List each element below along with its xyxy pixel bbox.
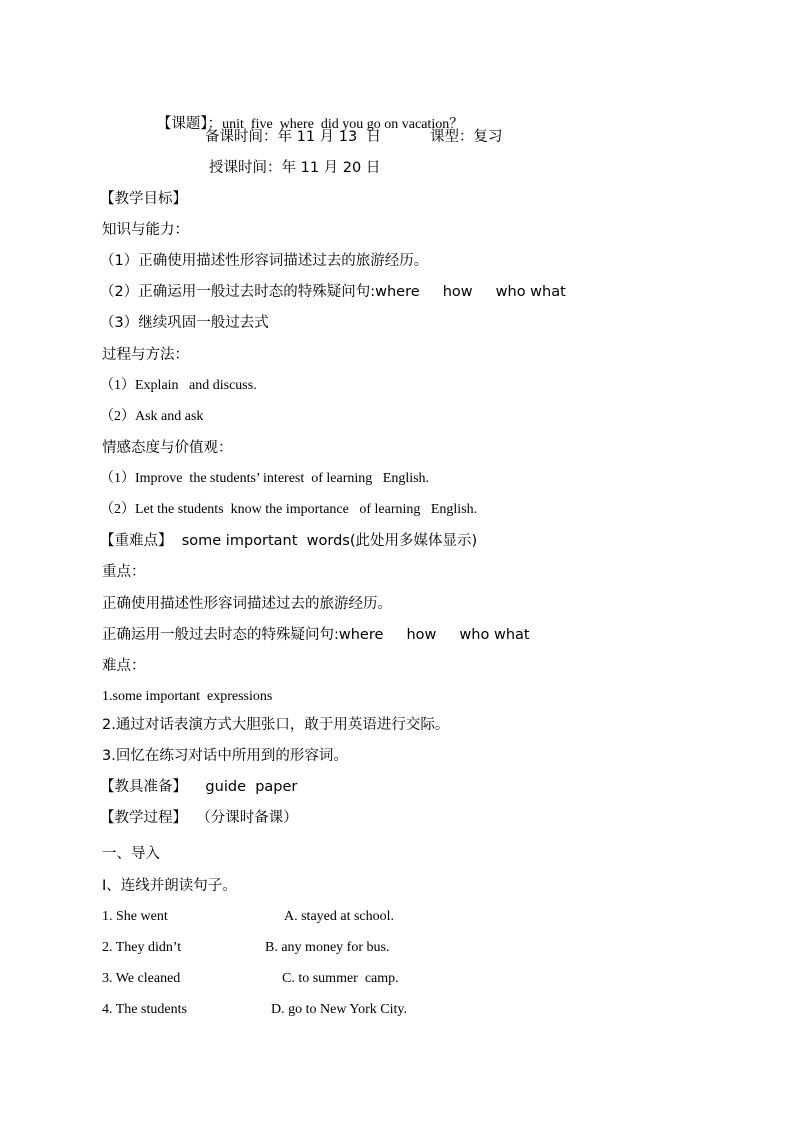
title-text: unit five where did you go on vacation？	[222, 117, 464, 132]
process-item-1: （1）Explain and discuss.	[100, 378, 257, 393]
preparation-line: 【教具准备】 guide paper	[100, 779, 298, 795]
match-right-c: C. to summer camp.	[282, 971, 399, 986]
match-left-2: 2. They didn’t	[102, 940, 182, 955]
title-label: 【课题】：	[156, 116, 223, 132]
process-section-heading: 【教学过程】 （分课时备课）	[100, 810, 298, 826]
teach-time: 授课时间：年 11 月 20 日	[209, 160, 381, 176]
match-right-d: D. go to New York City.	[271, 1002, 407, 1017]
difficult-item-1: 1.some important expressions	[102, 689, 273, 704]
process-item-2: （2）Ask and ask	[100, 409, 204, 424]
match-right-b: B. any money for bus.	[265, 940, 390, 955]
section-one-heading: 一、导入	[102, 846, 160, 862]
key-item-2: 正确运用一般过去时态的特殊疑问句:where how who what	[102, 627, 530, 643]
emotion-heading: 情感态度与价值观：	[102, 440, 233, 456]
exercise-title: I、连线并朗读句子。	[102, 878, 237, 894]
knowledge-item-2: （2）正确运用一般过去时态的特殊疑问句:where how who what	[100, 284, 566, 300]
prep-time: 备课时间：年 11 月 13 日	[205, 129, 381, 145]
emotion-item-1: （1）Improve the students’ interest of learning English.	[100, 471, 430, 486]
match-left-3: 3. We cleaned	[102, 971, 181, 986]
difficult-item-3: 3.回忆在练习对话中所用到的形容词。	[102, 748, 348, 764]
difficult-label: 难点：	[102, 658, 146, 674]
process-heading: 过程与方法：	[102, 347, 189, 363]
match-left-4: 4. The students	[102, 1002, 187, 1017]
lesson-type: 课型：复习	[430, 129, 503, 145]
emotion-item-2: （2）Let the students know the importance of learning English.	[100, 502, 478, 517]
key-item-1: 正确使用描述性形容词描述过去的旅游经历。	[102, 596, 392, 612]
difficult-item-2: 2.通过对话表演方式大胆张口，敢于用英语进行交际。	[102, 717, 450, 733]
knowledge-item-1: （1）正确使用描述性形容词描述过去的旅游经历。	[100, 253, 429, 269]
knowledge-heading: 知识与能力：	[102, 222, 189, 238]
key-label: 重点：	[102, 564, 146, 580]
match-right-a: A. stayed at school.	[284, 909, 395, 924]
key-points-heading: 【重难点】 some important words(此处用多媒体显示)	[100, 533, 478, 549]
match-left-1: 1. She went	[102, 909, 168, 924]
objectives-heading: 【教学目标】	[100, 191, 187, 207]
knowledge-item-3: （3）继续巩固一般过去式	[100, 315, 269, 331]
